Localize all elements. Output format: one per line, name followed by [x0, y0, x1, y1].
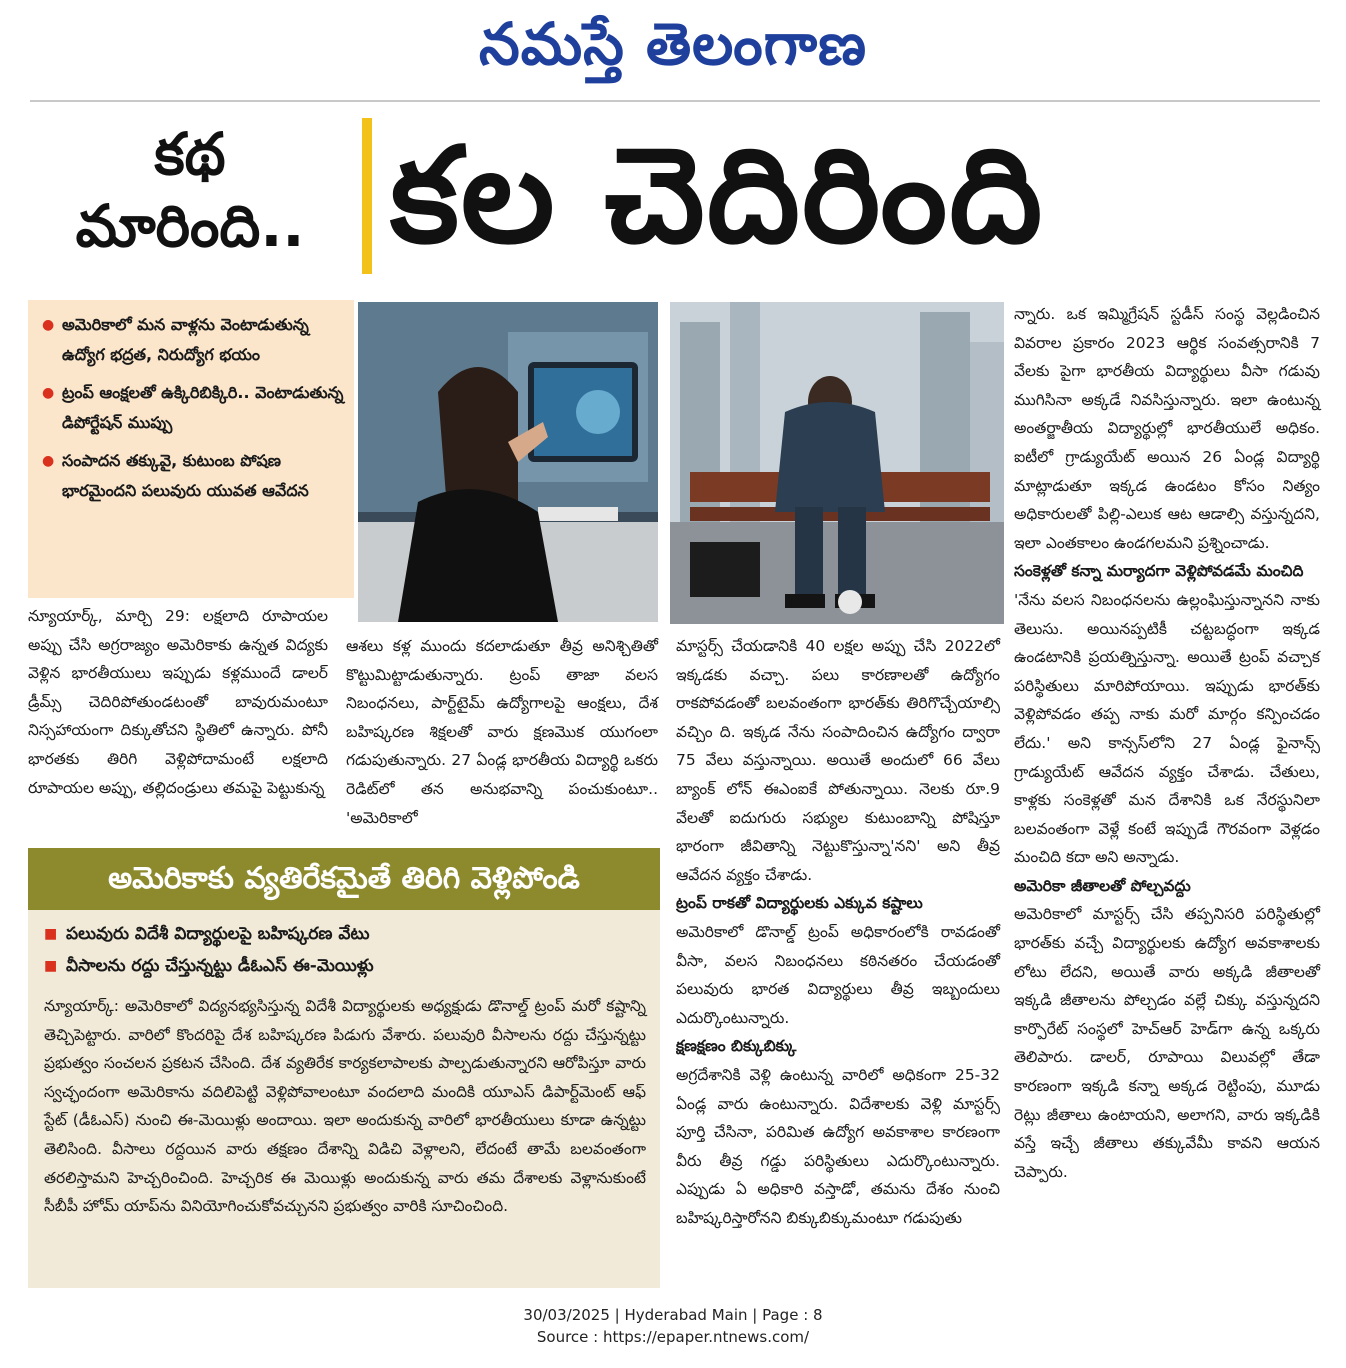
kicker-line-2: మారింది..	[75, 192, 305, 260]
paragraph: అమెరికాలో మాస్టర్స్ చేసి తప్పనిసరి పరిస్థితుల్లో భారత్‌కు వచ్చే విద్యార్థులకు ఉద్యోగ అవకాశాలకు లోటు లేదని, అయితే వారు అక్కడి జీతాలతో ఇక్కడి జీతాలను పోల్చడం వల్లే చిక్కు వస్తున్నదని కార్పొరేట్ సంస్థలో హెచ్‌ఆర్ హెడ్‌గా ఉన్న ఒక్కరు తెలిపారు. డాలర్, రూపాయి విలువల్లో తేడా కారణంగా ఇక్కడి కన్నా అక్కడ రెట్టింపు, మూడు రెట్లు జీతాలు ఉంటాయని, అలాగని, వారు ఇక్కడికి వస్తే ఇచ్చే జీతాలు తక్కువేమీ కావని ఆయన చెప్పారు.	[1014, 905, 1320, 1181]
sidebar-bullet: ■ వీసాలను రద్దు చేస్తున్నట్టు డీఓఎస్ ఈ-మెయిళ్లు	[44, 950, 646, 982]
paragraph: అగ్రదేశానికి వెళ్లి ఉంటున్న వారిలో అధికంగా 25-32 ఏండ్ల వారు ఉంటున్నారు. విదేశాలకు వెళ్లి మాస్టర్స్ పూర్తి చేసినా, పరిమిత ఉద్యోగ అవకాశాల కారణంగా వీరు తీవ్ర గడ్డు పరిస్థితులు ఎదుర్కొంటున్నారు. ఎప్పుడు ఏ అధికారి వస్తాడో, తమను దేశం నుంచి బహిష్కరిస్తారోనని బిక్కుబిక్కుమంటూ గడుపుతు	[676, 1065, 1000, 1227]
highlight-item: ● ట్రంప్ ఆంక్షలతో ఉక్కిరిబిక్కిరి.. వెంటాడుతున్న డిపోర్టేషన్ ముప్పు	[42, 378, 344, 438]
paragraph: న్నారు. ఒక ఇమ్మిగ్రేషన్ స్టడీస్ సంస్థ వెల్లడించిన వివరాల ప్రకారం 2023 ఆర్థిక సంవత్సరానికి 7 వేలకు పైగా భారతీయ విద్యార్థులు వీసా గడువు ముగిసినా అక్కడే నివసిస్తున్నారు. ఇలా ఉంటున్న అంతర్జాతీయ విద్యార్థుల్లో భారతీయులే అధికం. ఐటీలో గ్రాడ్యుయేట్ అయిన 26 ఏండ్ల విద్యార్థి మాట్లాడుతూ ఇక్కడ ఉండటం కోసం నిత్యం అధికారులతో పిల్లి-ఎలుక ఆట ఆడాల్సి వస్తున్నదని, ఇలా ఎంతకాలం ఉండగలమని ప్రశ్నించాడు.	[1014, 305, 1320, 552]
footer-date-edition: 30/03/2025 | Hyderabad Main | Page : 8	[523, 1306, 823, 1324]
subheading: ట్రంప్ రాకతో విద్యార్థులకు ఎక్కువ కష్టాలు	[676, 894, 923, 913]
page-footer	[0, 1304, 1346, 1348]
paragraph: ఆశలు కళ్ల ముందు కదలాడుతూ తీవ్ర అనిశ్చితితో కొట్టుమిట్టాడుతున్నారు. ట్రంప్ తాజా వలస నిబంధనలు, పార్ట్‌టైమ్ ఉద్యోగాలపై ఆంక్షలు, దేశ బహిష్కరణ శిక్షలతో వారు క్షణమొక యుగంలా గడుపుతున్నారు. 27 ఏండ్ల భారతీయ విద్యార్థి ఒకరు రెడిట్‌లో తన అనుభవాన్ని పంచుకుంటూ.. 'అమెరికాలో	[346, 637, 658, 827]
kicker	[30, 118, 350, 262]
highlight-item: ● అమెరికాలో మన వాళ్లను వెంటాడుతున్న ఉద్యోగ భద్రత, నిరుద్యోగ భయం	[42, 310, 344, 370]
paragraph: న్యూయార్క్, మార్చి 29: లక్షలాది రూపాయల అప్పు చేసి అగ్రరాజ్యం అమెరికాకు ఉన్నత విద్యకు వెళ్లిన భారతీయులు ఇప్పుడు కళ్లముందే డాలర్ డ్రీమ్స్ చెదిరిపోతుండటంతో బావురుమంటూ నిస్సహాయంగా దిక్కుతోచని స్థితిలో ఉన్నారు. పోనీ భారతకు తిరిగి వెళ్లిపోదామంటే లక్షలాది రూపాయల అప్పు, తల్లిదండ్రులు తమపై పెట్టుకున్న	[28, 607, 328, 797]
highlight-item: ● సంపాదన తక్కువై, కుటుంబ పోషణ భారమైందని పలువురు యువత ఆవేదన	[42, 446, 344, 506]
article-column-3	[676, 632, 1000, 1232]
masthead-rule	[30, 100, 1320, 102]
article-column-4	[1014, 300, 1320, 1186]
kicker-line-1: కథ	[154, 120, 226, 188]
subheading: క్షణక్షణం బిక్కుబిక్కు	[676, 1037, 797, 1056]
highlights-box	[28, 300, 354, 598]
footer-source: Source : https://epaper.ntnews.com/	[536, 1328, 810, 1346]
sidebar-story-box	[28, 910, 660, 1288]
sidebar-story-title: అమెరికాకు వ్యతిరేకమైతే తిరిగి వెళ్లిపోండి	[28, 848, 660, 910]
article-column-1	[28, 602, 328, 802]
headline: కల చెదిరింది	[390, 119, 1045, 273]
subheading: సంకెళ్లతో కన్నా మర్యాదగా వెళ్లిపోవడమే మంచిది	[1014, 562, 1304, 581]
subheading: అమెరికా జీతాలతో పోల్చవద్దు	[1014, 876, 1191, 895]
paragraph: మాస్టర్స్ చేయడానికి 40 లక్షల అప్పు చేసి 2022లో ఇక్కడకు వచ్చా. పలు కారణాలతో ఉద్యోగం రాకపోవడంతో బలవంతంగా భారత్‌కు తిరిగొచ్చేయాల్సి వచ్చిం ది. ఇక్కడ నేను సంపాదించిన ఉద్యోగం ద్వారా 75 వేలు వస్తున్నాయి. అయితే అందులో 66 వేలు బ్యాంక్ లోన్ ఈఎంఐకే పోతున్నాయి. నెలకు రూ.9 వేలతో ఐదుగురు సభ్యుల కుటుంబాన్ని పోషిస్తూ భారంగా జీవితాన్ని నెట్టుకొస్తున్నా'నని' అని తీవ్ర ఆవేదన వ్యక్తం చేశాడు.	[676, 637, 1000, 884]
paragraph: అమెరికాలో డొనాల్డ్ ట్రంప్ అధికారంలోకి రావడంతో వీసా, వలస నిబంధనలు కఠినతరం చేయడంతో పలువురు భారత విద్యార్థులు తీవ్ర ఇబ్బందులు ఎదుర్కొంటున్నారు.	[676, 922, 1000, 1027]
paragraph: 'నేను వలస నిబంధనలను ఉల్లంఘిస్తున్నానని నాకు తెలుసు. అయినప్పటికీ చట్టబద్ధంగా ఇక్కడ ఉండటానికి ప్రయత్నిస్తున్నా. అయితే ట్రంప్ వచ్చాక పరిస్థితులు మారిపోయాయి. ఇప్పుడు భారత్‌కు వెళ్లిపోవడం తప్ప నాకు మరో మార్గం కన్పించడం లేదు.' అని కాన్సస్‌లోని 27 ఏండ్ల ఫైనాన్స్ గ్రాడ్యుయేట్ ఆవేదన వ్యక్తం చేశాడు. చేతులు, కాళ్లకు సంకెళ్లతో మన దేశానికి ఒక నేరస్థునిలా బలవంతంగా వెళ్లే కంటే ఇప్పుడే గౌరవంగా వెళ్లడం మంచిది కదా అని అన్నాడు.	[1014, 590, 1320, 867]
article-column-2	[346, 632, 658, 832]
kicker-divider	[362, 118, 372, 274]
sidebar-bullet: ■ పలువురు విదేశీ విద్యార్థులపై బహిష్కరణ వేటు	[44, 918, 646, 950]
sidebar-story-body: న్యూయార్క్: అమెరికాలో విద్యనభ్యసిస్తున్న విదేశీ విద్యార్థులకు అధ్యక్షుడు డొనాల్డ్ ట్రంప్ మరో కష్టాన్ని తెచ్చిపెట్టారు. వారిలో కొందరిపై దేశ బహిష్కరణ పిడుగు వేశారు. పలువురి వీసాలను రద్దు చేస్తున్నట్టు ప్రభుత్వం సంచలన ప్రకటన చేసింది. దేశ వ్యతిరేక కార్యకలాపాలకు పాల్పడుతున్నారని ఆరోపిస్తూ వారు స్వచ్ఛందంగా అమెరికాను వదిలిపెట్టి వెళ్లిపోవాలంటూ వందలాది మందికి యూఎస్ డిపార్ట్‌మెంట్ ఆఫ్ స్టేట్ (డీఓఎస్) నుంచి ఈ-మెయిళ్లు అందాయి. ఇలా అందుకున్న వారిలో భారతీయులు కూడా ఉన్నట్టు తెలిసింది. వీసాలు రద్దయిన వారు తక్షణం దేశాన్ని విడిచి వెళ్లాలని, లేదంటే తామే బలవంతంగా తరలిస్తామని హెచ్చరించింది. హెచ్చరిక ఈ మెయిళ్లు అందుకున్న వారు తమ దేశాలకు వెళ్లానుకుంటే సీబీపీ హోమ్ యాప్‌ను వినియోగించుకోవచ్చునని ప్రభుత్వం వారికి సూచించింది.	[44, 997, 646, 1216]
photo-woman-at-desk	[358, 302, 658, 622]
masthead-logo: నమస్తే తెలంగాణ	[479, 10, 867, 78]
photo-man-on-bench	[670, 302, 1004, 624]
